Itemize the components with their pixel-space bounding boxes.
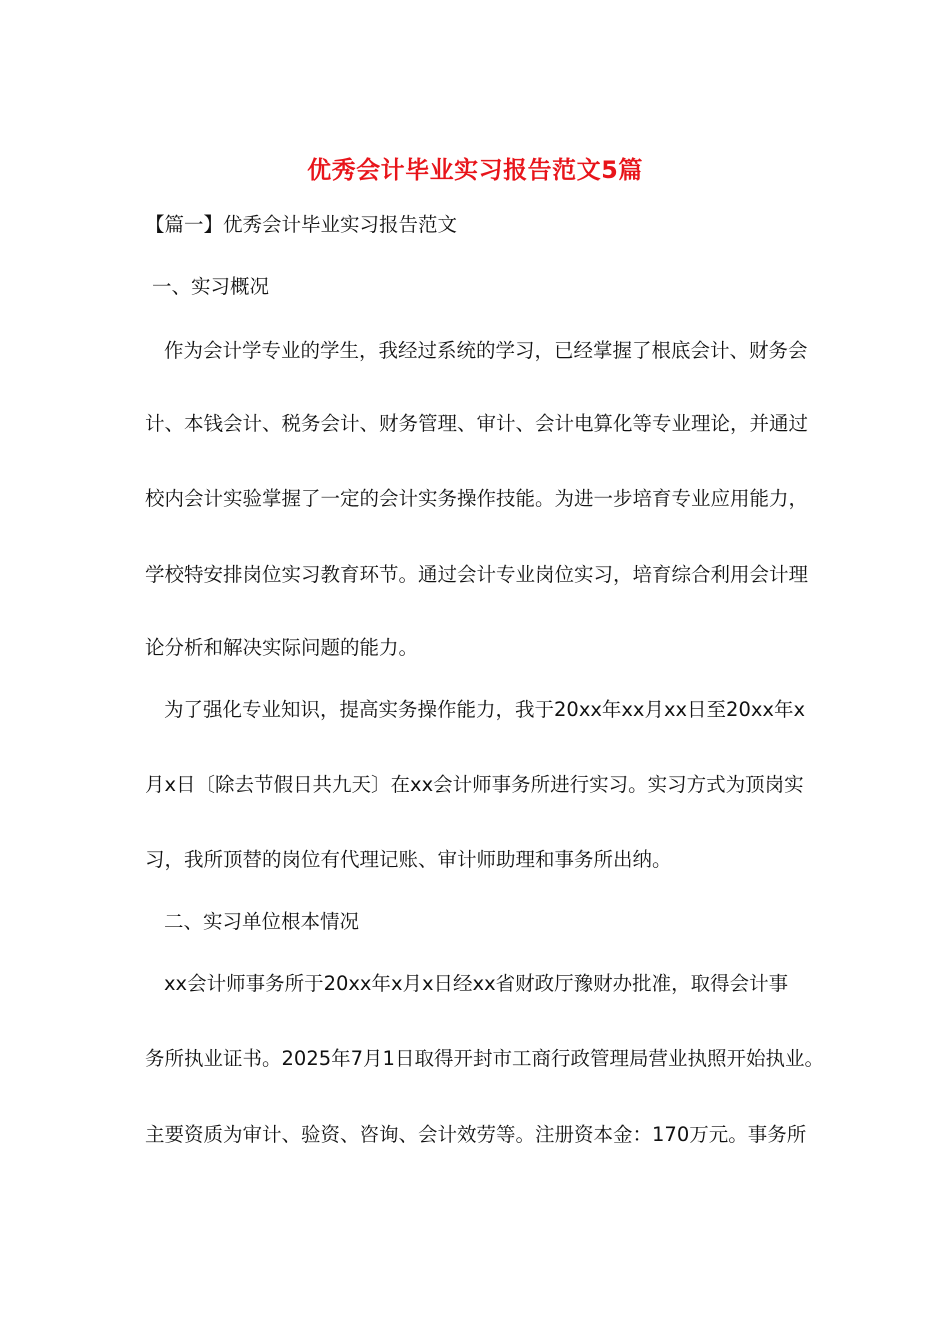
paragraph-line: 校内会计实验掌握了一定的会计实务操作技能。为进一步培育专业应用能力， (145, 487, 809, 510)
paragraph-line: 为了强化专业知识，提高实务操作能力，我于20xx年xx月xx日至20xx年x (164, 698, 805, 721)
paragraph-line: 习，我所顶替的岗位有代理记账、审计师助理和事务所出纳。 (145, 848, 672, 871)
paragraph-line: 主要资质为审计、验资、咨询、会计效劳等。注册资本金：170万元。事务所 (145, 1123, 807, 1146)
paragraph-line: 计、本钱会计、税务会计、财务管理、审计、会计电算化等专业理论，并通过 (145, 412, 809, 435)
paragraph-line: xx会计师事务所于20xx年x月x日经xx省财政厅豫财办批准，取得会计事 (164, 972, 789, 995)
article-heading: 【篇一】优秀会计毕业实习报告范文 (145, 213, 458, 236)
paragraph-line: 月x日〔除去节假日共九天〕在xx会计师事务所进行实习。实习方式为顶岗实 (145, 773, 804, 796)
paragraph-line: 学校特安排岗位实习教育环节。通过会计专业岗位实习，培育综合利用会计理 (145, 563, 809, 586)
section-heading-unit: 二、实习单位根本情况 (164, 910, 360, 933)
paragraph-line: 作为会计学专业的学生，我经过系统的学习，已经掌握了根底会计、财务会 (164, 339, 808, 362)
document-title: 优秀会计毕业实习报告范文5篇 (307, 156, 643, 184)
paragraph-line: 论分析和解决实际问题的能力。 (145, 636, 419, 659)
section-heading-overview: 一、实习概况 (152, 275, 270, 298)
paragraph-line: 务所执业证书。2025年7月1日取得开封市工商行政管理局营业执照开始执业。 (145, 1047, 824, 1070)
